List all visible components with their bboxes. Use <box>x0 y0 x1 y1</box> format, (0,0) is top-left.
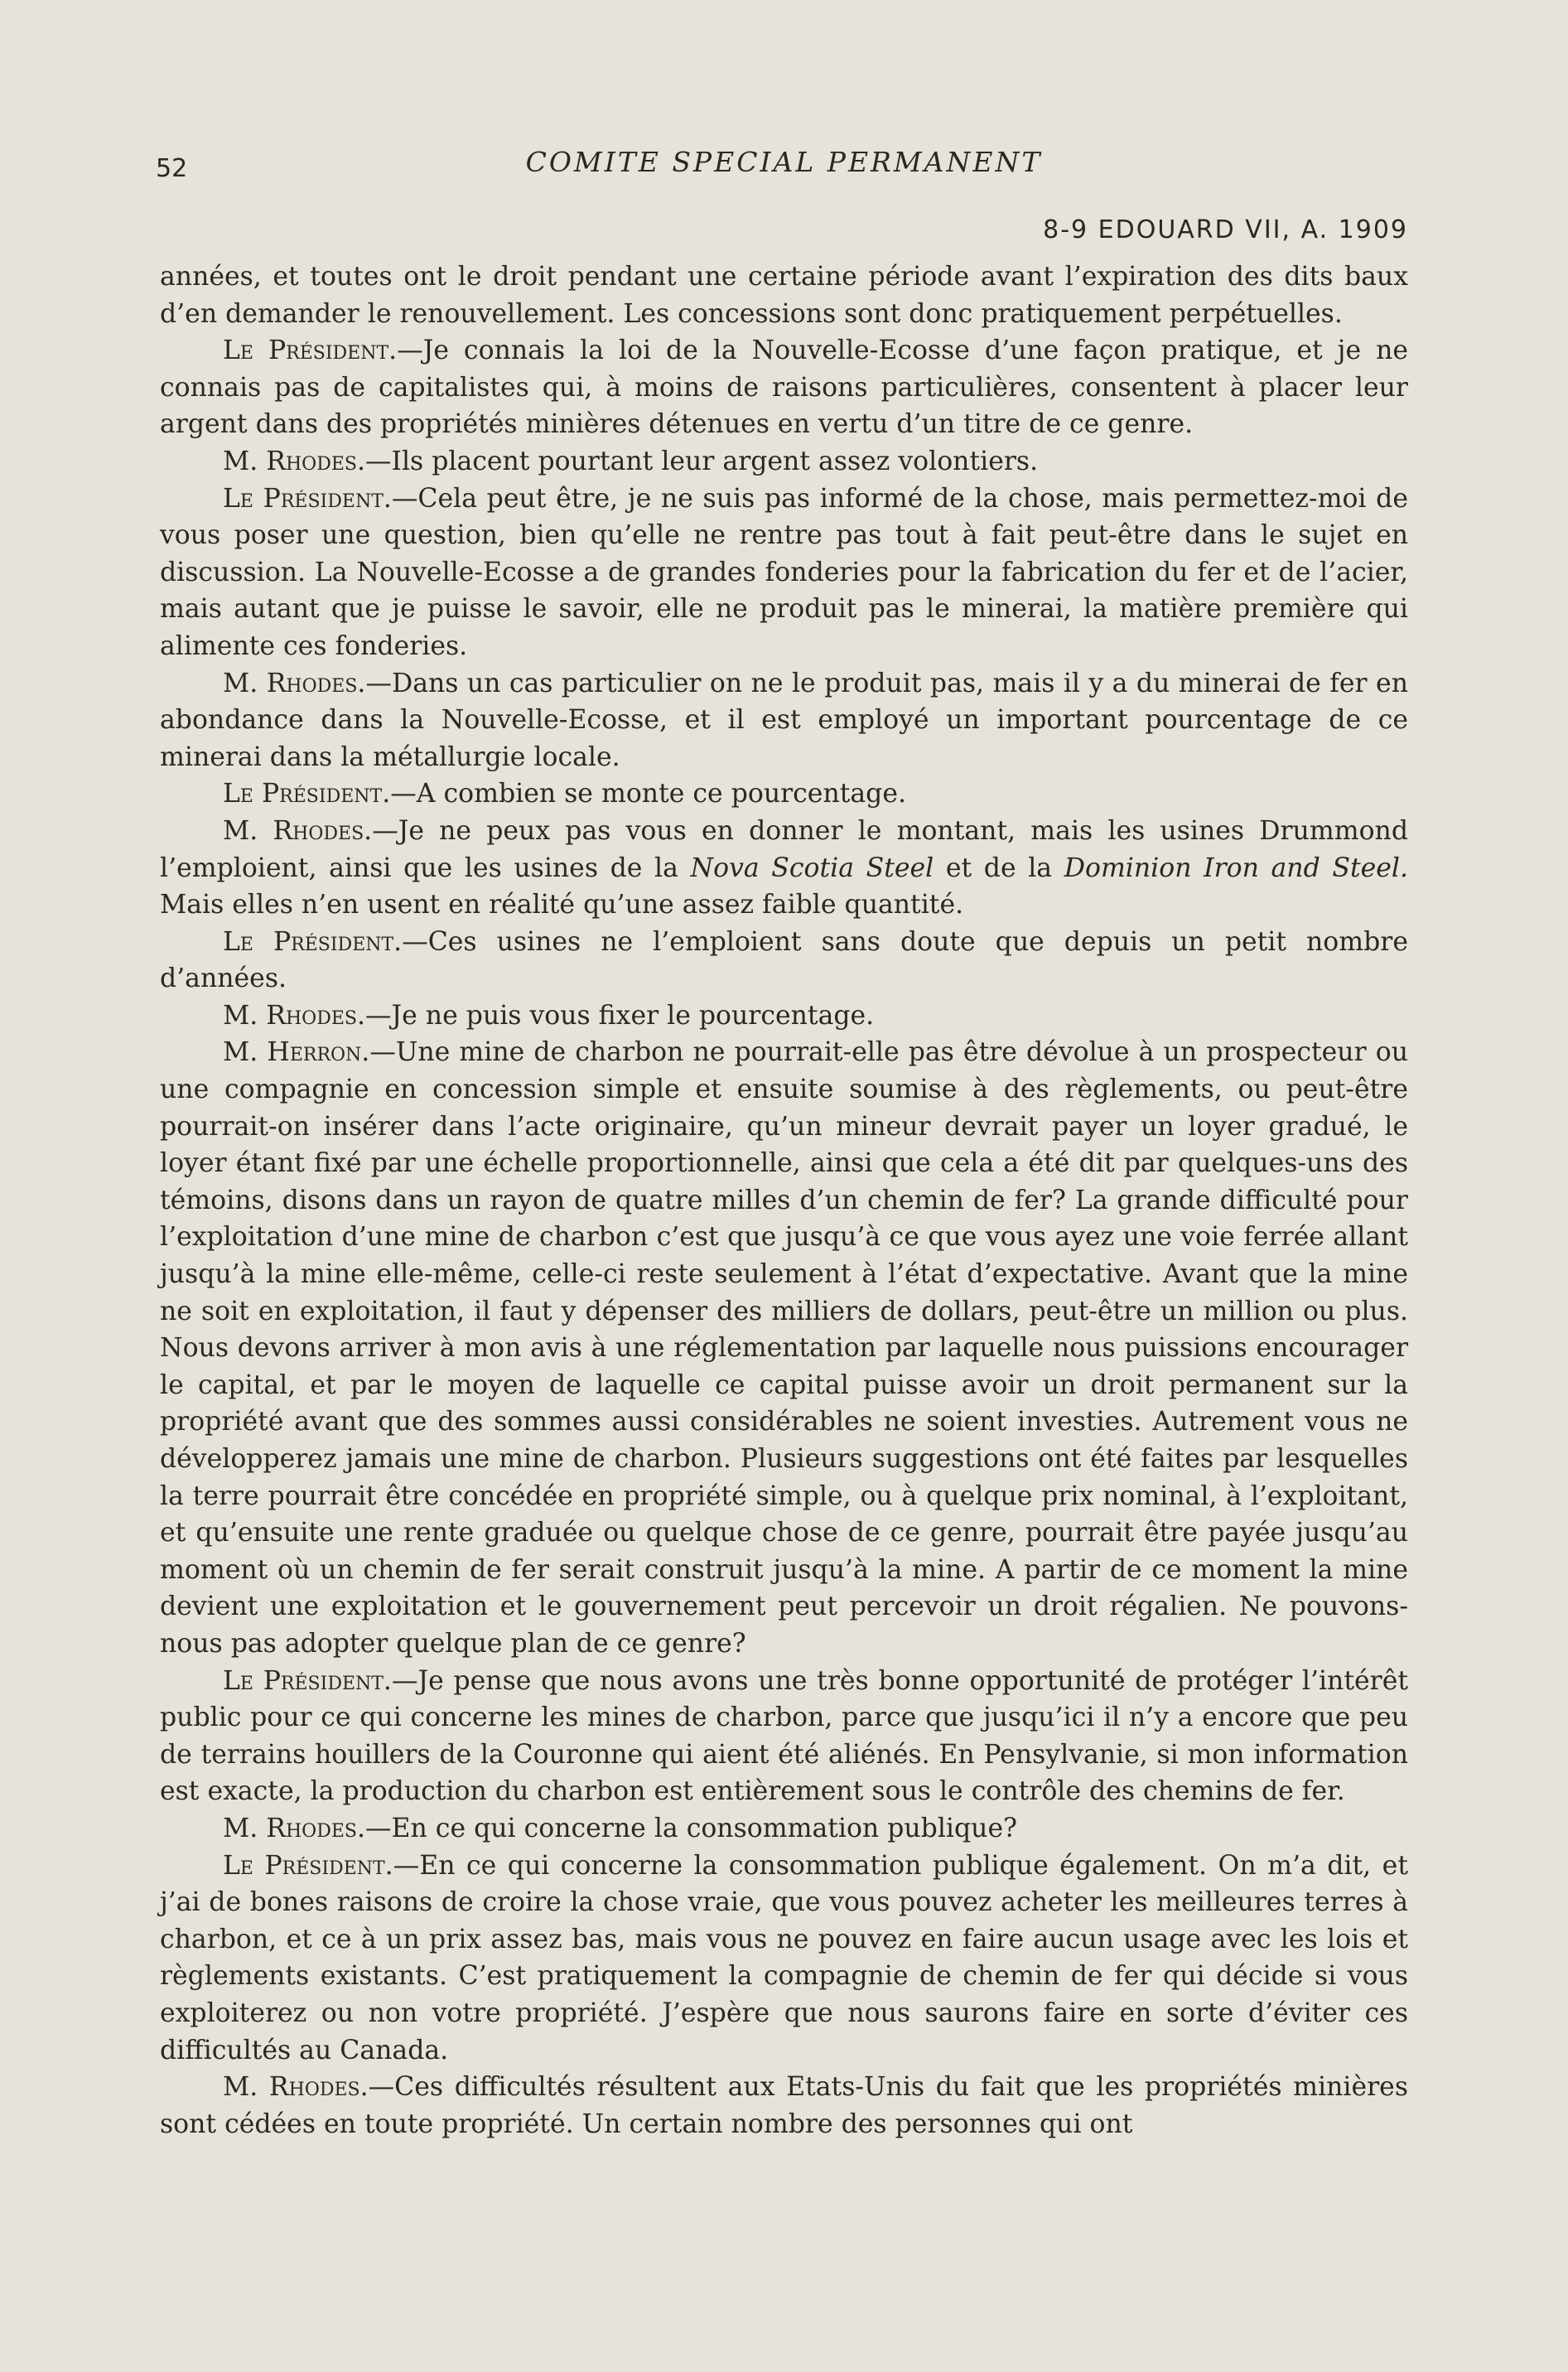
paragraph <box>160 665 1408 776</box>
paragraph-text: —Ces usines ne l’emploient sans doute que depuis un petit nombre d’années. <box>160 926 1408 994</box>
paragraph <box>160 1034 1408 1662</box>
paragraph <box>160 813 1408 924</box>
paragraph-text: —Je pense que nous avons une très bonne opportunité de protéger l’intérêt public pour ce qui concerne les mines de charbon, parce que jusqu’ici il n’y a encore que peu de terrains houillers de la Couronne qui aient été aliénés. En Pensylvanie, si mon information est exacte, la production du charbon est entièrement sous le contrôle des chemins de fer. <box>160 1665 1408 1807</box>
paragraph-text: —Ils placent pourtant leur argent assez volontiers. <box>365 446 1039 476</box>
paragraph-text: —En ce qui concerne la consommation publique également. On m’a dit, et j’ai de bones raisons de croire la chose vraie, que vous pouvez acheter les meilleures terres à charbon, et ce à un prix assez bas, mais vous ne pouvez en faire aucun usage avec les lois et règlements existants. C’est pratiquement la compagnie de chemin de fer qui décide si vous exploiterez ou non votre propriété. J’espère que nous saurons faire en sorte d’éviter ces difficultés au Canada. <box>160 1850 1408 2065</box>
body-text <box>160 258 1408 2143</box>
paragraph <box>160 1663 1408 1810</box>
session-heading: 8-9 EDOUARD VII, A. 1909 <box>1043 215 1408 244</box>
paragraph <box>160 924 1408 998</box>
speaker-name: Le Président. <box>223 336 398 366</box>
paragraph <box>160 1848 1408 2070</box>
paragraph <box>160 481 1408 665</box>
page-number: 52 <box>156 154 188 183</box>
running-title: COMITE SPECIAL PERMANENT <box>525 146 1043 178</box>
speaker-name: Le Président. <box>223 483 392 514</box>
paragraph-text: —En ce qui concerne la consommation publique? <box>365 1813 1017 1843</box>
paragraph-text: —Je ne puis vous fixer le pourcentage. <box>365 1000 875 1031</box>
paragraph <box>160 998 1408 1035</box>
paragraph-text: —Une mine de charbon ne pourrait-elle pas être dévolue à un prospecteur ou une compagnie en concession simple et ensuite soumise à des règlements, ou peut-être pourrait-on insérer dans l’acte originaire, qu’un mineur devrait payer un loyer gradué, le loyer étant fixé par une échelle proportionnelle, ainsi que cela a été dit par quelques-uns des témoins, disons dans un rayon de quatre milles d’un chemin de fer? La grande difficulté pour l’exploitation d’une mine de charbon c’est que jusqu’à ce que vous ayez une voie ferrée allant jusqu’à la mine elle-même, celle-ci reste seulement à l’état d’expectative. Avant que la mine ne soit en exploitation, il faut y dépenser des milliers de dollars, peut-être un million ou plus. Nous devons arriver à mon avis à une réglementation par laquelle nous puissions encourager le capital, et par le moyen de laquelle ce capital puisse avoir un droit permanent sur la propriété avant que des sommes aussi considérables ne soient investies. Autrement vous ne développerez jamais une mine de charbon. Plusieurs suggestions ont été faites par lesquelles la terre pourrait être concédée en propriété simple, ou à quelque prix nominal, à l’exploitant, et qu’ensuite une rente graduée ou quelque chose de ce genre, pourrait être payée jusqu’au moment où un chemin de fer serait construit jusqu’à la mine. A partir de ce moment la mine devient une exploitation et le gouvernement peut percevoir un droit régalien. Ne pouvons-nous pas adopter quelque plan de ce genre? <box>160 1037 1408 1659</box>
paragraph-text: —Dans un cas particulier on ne le produit pas, mais il y a du minerai de fer en abondance dans la Nouvelle-Ecosse, et il est employé un important pourcentage de ce minerai dans la métallurgie locale. <box>160 668 1408 772</box>
paragraph-text: —A combien se monte ce pourcentage. <box>390 779 906 809</box>
italic-text: Nova Scotia Steel <box>690 853 934 883</box>
paragraph <box>160 258 1408 332</box>
paragraph <box>160 775 1408 813</box>
paragraph-text: —Je connais la loi de la Nouvelle-Ecosse d’une façon pratique, et je ne connais pas de capitalistes qui, à moins de raisons particulières, consentent à placer leur argent dans des propriétés minières détenues en vertu d’un titre de ce genre. <box>160 336 1409 440</box>
paragraph <box>160 332 1408 443</box>
paragraph <box>160 443 1408 481</box>
speaker-name: Le Président. <box>223 779 391 809</box>
paragraph-text: et de la <box>934 853 1064 883</box>
paragraph-text: années, et toutes ont le droit pendant une certaine période avant l’expiration des dits baux d’en demander le renouvellement. Les concessions sont donc pratiquement perpétuelles. <box>160 262 1408 329</box>
speaker-name: M. Rhodes. <box>223 668 366 698</box>
paragraph <box>160 1810 1408 1848</box>
paragraph-text: —Je ne peux pas vous en donner le montant, mais les usines Drummond l’emploient, ainsi que les usines de la <box>160 815 1408 883</box>
speaker-name: M. Herron. <box>223 1037 370 1068</box>
paragraph-text: —Ces difficultés résultent aux Etats-Unis du fait que les propriétés minières sont cédées en toute propriété. Un certain nombre des personnes qui ont <box>160 2072 1408 2139</box>
speaker-name: Le Président. <box>223 1850 393 1881</box>
paragraph-text: —Cela peut être, je ne suis pas informé de la chose, mais permettez-moi de vous poser une question, bien qu’elle ne rentre pas tout à fait peut-être dans le sujet en discussion. La Nouvelle-Ecosse a de grandes fonderies pour la fabrication du fer et de l’acier, mais autant que je puisse le savoir, elle ne produit pas le minerai, la matière première qui alimente ces fonderies. <box>160 483 1408 661</box>
italic-text: Dominion Iron and Steel. <box>1064 853 1408 883</box>
speaker-name: M. Rhodes. <box>223 815 373 846</box>
speaker-name: M. Rhodes. <box>223 1813 366 1843</box>
speaker-name: Le Président. <box>223 1665 392 1696</box>
speaker-name: Le Président. <box>223 926 403 957</box>
speaker-name: M. Rhodes. <box>223 2072 369 2103</box>
paragraph-text: Mais elles n’en usent en réalité qu’une assez faible quantité. <box>160 890 964 920</box>
paragraph <box>160 2069 1408 2143</box>
speaker-name: M. Rhodes. <box>223 1000 366 1031</box>
speaker-name: M. Rhodes. <box>223 446 366 476</box>
